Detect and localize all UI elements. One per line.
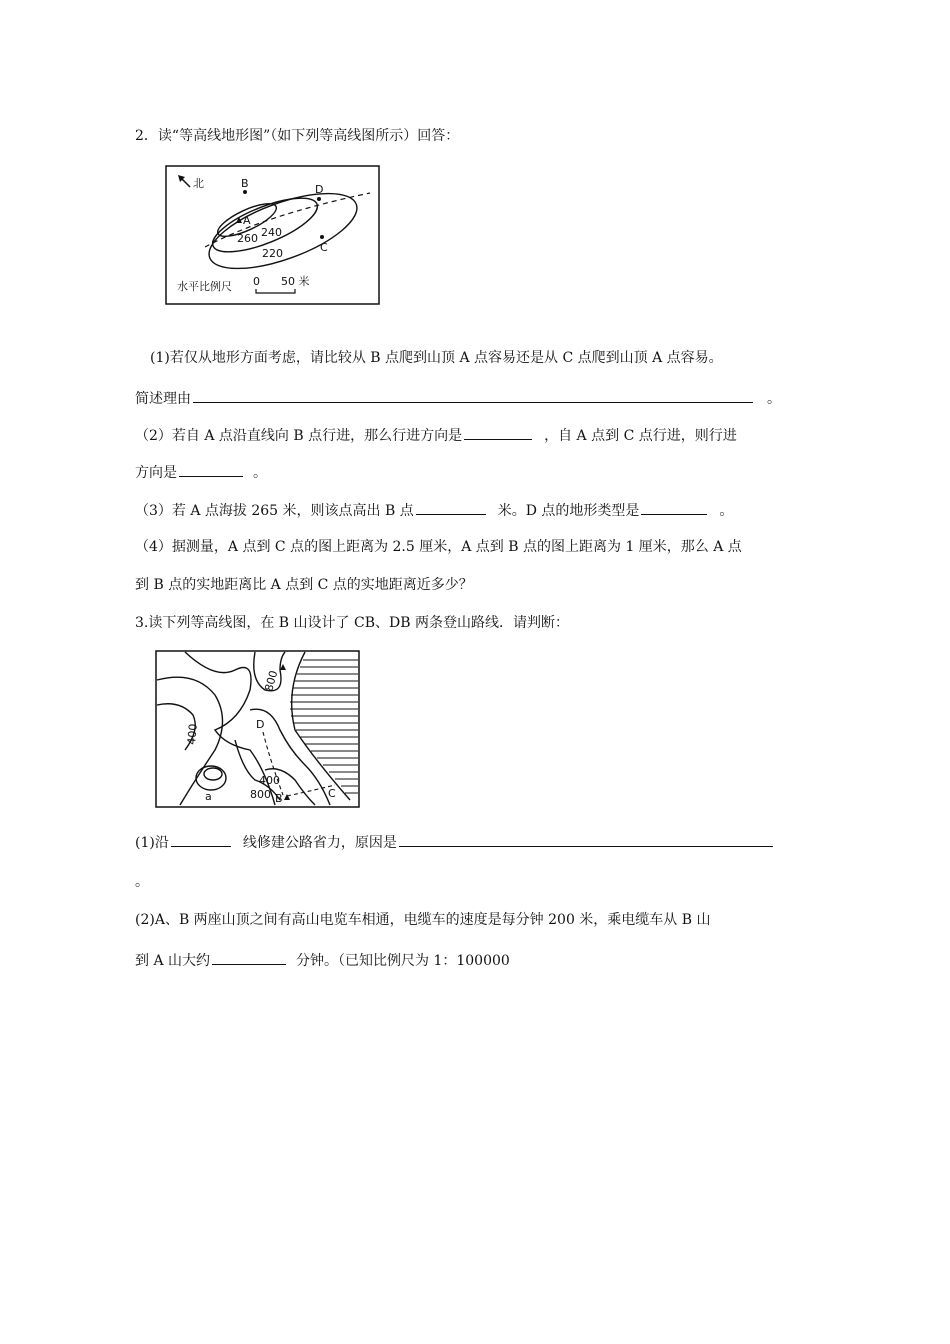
q3-sub2-minutes-blank[interactable]	[212, 950, 286, 965]
map-label-800-top: 800	[262, 669, 281, 693]
q3-sub1-end: 。	[135, 874, 149, 890]
north-label: 北	[193, 177, 204, 190]
map-label-d: D	[256, 718, 265, 731]
q2-title: 2．读“等高线地形图”（如下列等高线图所示）回答：	[135, 128, 460, 144]
map-label-c: C	[320, 241, 328, 254]
q3-sub2-line2: 到 A 山大约 分钟。（已知比例尺为 1：100000	[135, 950, 510, 971]
q3-sub2-line1: (2)A、B 两座山顶之间有高山电览车相通，电缆车的速度是每分钟 200 米，乘电缆车从 B 山	[135, 912, 711, 928]
q2-sub3-height-blank[interactable]	[416, 500, 486, 515]
q2-contour-map	[165, 165, 380, 309]
q2-sub4-line1: （4）据测量，A 点到 C 点的图上距离为 2.5 厘米，A 点到 B 点的图上距离为 1 厘米，那么 A 点	[135, 539, 742, 555]
map-label-a: a	[205, 790, 212, 803]
point-b	[243, 190, 247, 194]
map-label-220: 220	[262, 247, 283, 260]
q3-sub1-reason-blank[interactable]	[399, 832, 773, 847]
q2-sub3: （3）若 A 点海拔 265 米，则该点高出 B 点 米。D 点的地形类型是 。	[135, 500, 733, 521]
q2-sub4-line2: 到 B 点的实地距离比 A 点到 C 点的实地距离近多少？	[135, 577, 473, 593]
point-d	[317, 197, 321, 201]
q3-title: 3.读下列等高线图，在 B 山设计了 CB、DB 两条登山路线．请判断：	[135, 615, 569, 631]
map-label-d: D	[315, 183, 324, 196]
scale-end: 50 米	[281, 275, 310, 288]
q2-sub1-line1: (1)若仅从地形方面考虑，请比较从 B 点爬到山顶 A 点容易还是从 C 点爬到山顶 A 点容易。	[150, 350, 723, 366]
point-c	[320, 235, 324, 239]
scale-start: 0	[253, 275, 260, 288]
q3-sub1-route-blank[interactable]	[171, 832, 231, 847]
map-label-800: 800	[250, 788, 271, 801]
q2-sub1-answer-blank[interactable]	[193, 388, 753, 403]
map-label-c: C	[328, 787, 336, 800]
map-label-b: B	[241, 177, 249, 190]
map-label-400: 400	[259, 774, 280, 787]
map-label-a: A	[243, 214, 251, 227]
q2-sub3-terrain-blank[interactable]	[641, 500, 707, 515]
q3-sub1: (1)沿 线修建公路省力，原因是	[135, 832, 775, 853]
q2-sub2-direction-blank-1[interactable]	[464, 425, 532, 440]
q2-sub1-reason-label: 简述理由	[135, 391, 191, 407]
map-label-400-left: 400	[185, 723, 200, 746]
q2-sub1-line2: 简述理由 。	[135, 388, 781, 409]
map-label-240: 240	[261, 226, 282, 239]
q2-sub2-direction-blank-2[interactable]	[179, 462, 243, 477]
map-label-260: 260	[237, 232, 258, 245]
q2-sub2-line1: （2）若自 A 点沿直线向 B 点行进，那么行进方向是 ，自 A 点到 C 点行进，则行进	[135, 425, 737, 446]
q3-contour-map	[155, 650, 360, 812]
scale-label: 水平比例尺	[177, 280, 232, 293]
map-label-b: B	[275, 792, 283, 805]
q2-sub2-line2: 方向是 。	[135, 462, 267, 483]
